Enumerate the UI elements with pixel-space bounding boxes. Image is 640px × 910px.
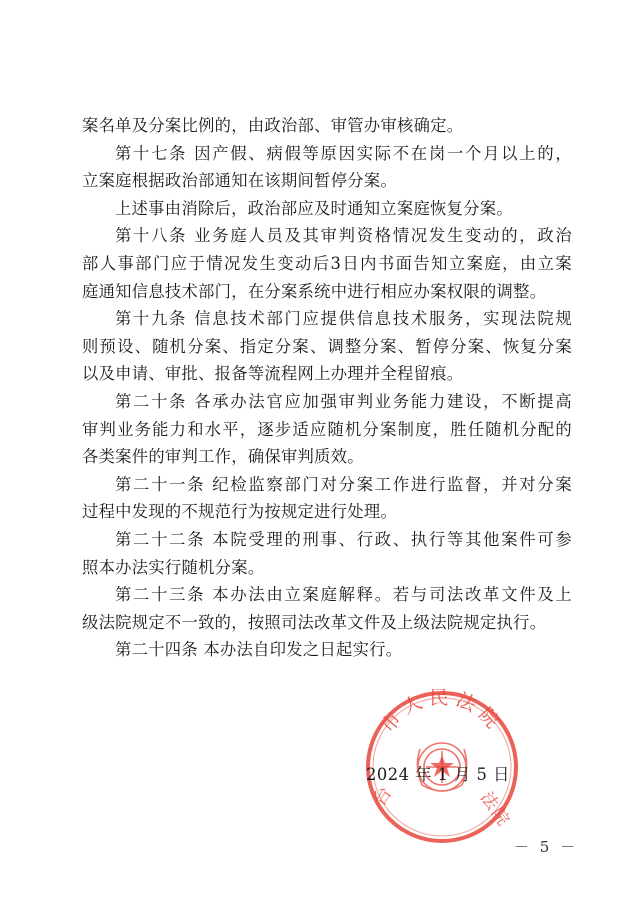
paragraph-line: 第二十一条 纪检监察部门对分案工作进行监督，并对分案: [115, 474, 572, 494]
paragraph-line: 则预设、随机分案、指定分案、调整分案、暂停分案、恢复分案: [82, 336, 572, 356]
paragraph-line: 审判业务能力和水平，逐步适应随机分案制度，胜任随机分配的: [82, 419, 572, 439]
paragraph-line: 庭通知信息技术部门，在分案系统中进行相应办案权限的调整。: [82, 281, 547, 301]
seal-text-right: 法院: [475, 788, 515, 831]
paragraph-line: 第十八条 业务庭人员及其审判资格情况发生变动的，政治: [115, 226, 572, 246]
paragraph-line: 案名单及分案比例的，由政治部、审管办审核确定。: [82, 116, 464, 135]
paragraph-line: 第二十三条 本办法由立案庭解释。若与司法改革文件及上: [115, 585, 572, 605]
paragraph-line: 上述事由消除后，政治部应及时通知立案庭恢复分案。: [115, 198, 513, 218]
seal-text-left: 台: [368, 783, 397, 810]
paragraph-line: 过程中发现的不规范行为按规定进行处理。: [82, 502, 398, 522]
paragraph-line: 部人事部门应于情况发生变动后3日内书面告知立案庭，由立案: [82, 253, 572, 273]
paragraph-line: 以及申请、审批、报备等流程网上办理并全程留痕。: [82, 364, 464, 384]
page-number: － 5 －: [514, 838, 579, 856]
paragraph-line: 级法院规定不一致的，按照司法改革文件及上级法院规定执行。: [82, 612, 547, 632]
document-body: [82, 112, 572, 664]
paragraph-line: 第二十二条 本院受理的刑事、行政、执行等其他案件可参: [115, 529, 572, 549]
paragraph-line: 第十七条 因产假、病假等原因实际不在岗一个月以上的，: [115, 143, 572, 163]
paragraph-line: 第十九条 信息技术部门应提供信息技术服务，实现法院规: [115, 309, 572, 329]
paragraph-line: 立案庭根据政治部通知在该期间暂停分案。: [82, 171, 398, 191]
seal-text: 市人民法院: [376, 686, 508, 738]
paragraph-line: 第二十四条 本办法自印发之日起实行。: [115, 640, 403, 660]
paragraph-line: 各类案件的审判工作，确保审判质效。: [82, 447, 364, 467]
document-date: 2024 年 1 月 5 日: [366, 765, 510, 784]
paragraph-line: 第二十条 各承办法官应加强审判业务能力建设，不断提高: [115, 391, 572, 411]
paragraph-line: 照本办法实行随机分案。: [82, 557, 265, 577]
